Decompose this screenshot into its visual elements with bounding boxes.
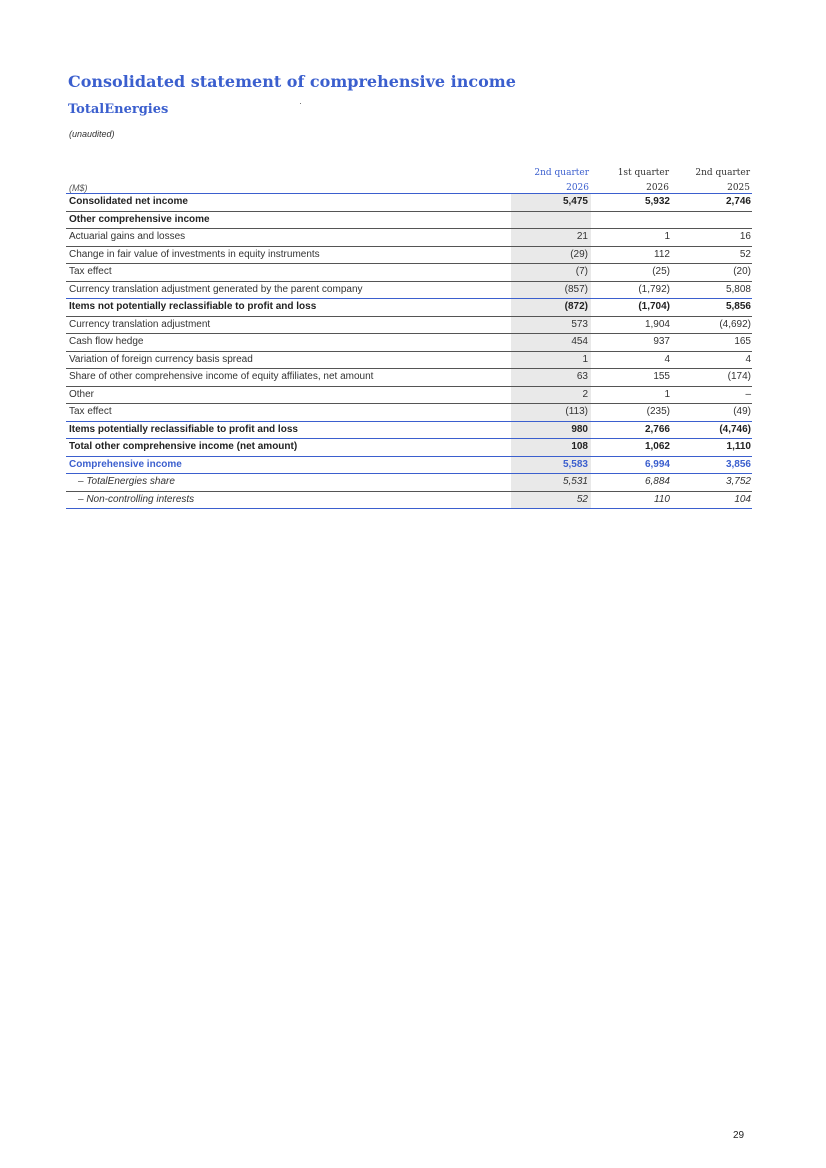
row-value-v1: 5,531	[511, 474, 591, 492]
row-value-v2: 2,766	[591, 421, 671, 439]
row-label: Consolidated net income	[66, 194, 511, 212]
row-value-v2: 1,062	[591, 439, 671, 457]
row-label: Other comprehensive income	[66, 211, 511, 229]
row-label: Comprehensive income	[66, 456, 511, 474]
row-value-v1: 573	[511, 316, 591, 334]
row-value-v2: (1,704)	[591, 299, 671, 317]
row-label: Tax effect	[66, 264, 511, 282]
row-value-v1: 5,475	[511, 194, 591, 212]
column-header-row-1	[66, 163, 752, 178]
income-table	[66, 163, 752, 509]
row-value-v2	[591, 211, 671, 229]
col-header-q2-2026-year: 2026	[511, 178, 591, 194]
row-value-v1	[511, 211, 591, 229]
row-value-v3: 3,856	[671, 456, 752, 474]
table-row	[66, 439, 752, 457]
statement-title: Consolidated statement of comprehensive income	[68, 72, 516, 91]
row-value-v1: (857)	[511, 281, 591, 299]
row-value-v2: 112	[591, 246, 671, 264]
table-row	[66, 334, 752, 352]
row-value-v2: 6,884	[591, 474, 671, 492]
row-value-v1: 52	[511, 491, 591, 509]
row-label: Change in fair value of investments in equity instruments	[66, 246, 511, 264]
row-value-v3: (174)	[671, 369, 752, 387]
row-value-v3: 52	[671, 246, 752, 264]
row-label: Items not potentially reclassifiable to profit and loss	[66, 299, 511, 317]
row-value-v1: (29)	[511, 246, 591, 264]
row-value-v3: (4,746)	[671, 421, 752, 439]
row-value-v3: 1,110	[671, 439, 752, 457]
row-label: Cash flow hedge	[66, 334, 511, 352]
table-row	[66, 194, 752, 212]
row-label: – Non-controlling interests	[66, 491, 511, 509]
row-value-v2: 937	[591, 334, 671, 352]
row-value-v1: 5,583	[511, 456, 591, 474]
row-value-v1: (113)	[511, 404, 591, 422]
col-header-q2-2025-year: 2025	[671, 178, 752, 194]
col-header-q2-2026-period: 2nd quarter	[511, 163, 591, 178]
table-row	[66, 474, 752, 492]
row-label: Currency translation adjustment	[66, 316, 511, 334]
row-value-v1: (872)	[511, 299, 591, 317]
page-number: 29	[733, 1130, 745, 1141]
row-value-v1: 21	[511, 229, 591, 247]
row-value-v3	[671, 211, 752, 229]
table-row	[66, 281, 752, 299]
row-label: Share of other comprehensive income of equity affiliates, net amount	[66, 369, 511, 387]
row-label: Tax effect	[66, 404, 511, 422]
col-header-q1-2026-period: 1st quarter	[617, 168, 669, 178]
table-row	[66, 316, 752, 334]
table-row	[66, 264, 752, 282]
row-value-v2: (25)	[591, 264, 671, 282]
row-value-v3: (4,692)	[671, 316, 752, 334]
row-label: Actuarial gains and losses	[66, 229, 511, 247]
row-label: Variation of foreign currency basis spread	[66, 351, 511, 369]
row-value-v3: 2,746	[671, 194, 752, 212]
table-row	[66, 386, 752, 404]
row-label: Items potentially reclassifiable to profit and loss	[66, 421, 511, 439]
row-value-v1: 108	[511, 439, 591, 457]
row-value-v3: (49)	[671, 404, 752, 422]
row-label: Total other comprehensive income (net amount)	[66, 439, 511, 457]
row-value-v1: 454	[511, 334, 591, 352]
row-value-v2: 1,904	[591, 316, 671, 334]
row-value-v2: 1	[591, 386, 671, 404]
table-row	[66, 369, 752, 387]
stray-dot	[300, 103, 301, 104]
row-value-v2: 4	[591, 351, 671, 369]
table-row	[66, 246, 752, 264]
table-row	[66, 229, 752, 247]
col-header-q2-2025-period: 2nd quarter	[695, 168, 750, 178]
column-header-row-2	[66, 178, 752, 194]
row-value-v2: 155	[591, 369, 671, 387]
table-row	[66, 456, 752, 474]
table-row	[66, 404, 752, 422]
row-value-v2: (235)	[591, 404, 671, 422]
unaudited-note: (unaudited)	[69, 129, 115, 139]
row-value-v3: 3,752	[671, 474, 752, 492]
unit-label: (M$)	[66, 178, 511, 194]
row-value-v1: 980	[511, 421, 591, 439]
table-row	[66, 491, 752, 509]
row-value-v1: 2	[511, 386, 591, 404]
row-value-v3: 5,856	[671, 299, 752, 317]
row-value-v2: 5,932	[591, 194, 671, 212]
row-value-v3: 104	[671, 491, 752, 509]
row-value-v3: 5,808	[671, 281, 752, 299]
row-value-v3: –	[671, 386, 752, 404]
row-value-v3: (20)	[671, 264, 752, 282]
row-value-v3: 4	[671, 351, 752, 369]
table-row	[66, 351, 752, 369]
col-header-q1-2026-year: 2026	[591, 178, 671, 194]
row-value-v1: 1	[511, 351, 591, 369]
row-value-v1: 63	[511, 369, 591, 387]
row-label: Currency translation adjustment generated by the parent company	[66, 281, 511, 299]
row-value-v2: 1	[591, 229, 671, 247]
header-spacer	[66, 163, 511, 178]
company-name: TotalEnergies	[68, 102, 169, 117]
row-value-v1: (7)	[511, 264, 591, 282]
row-label: – TotalEnergies share	[66, 474, 511, 492]
table-row	[66, 211, 752, 229]
row-label: Other	[66, 386, 511, 404]
row-value-v3: 16	[671, 229, 752, 247]
table-row	[66, 299, 752, 317]
row-value-v2: (1,792)	[591, 281, 671, 299]
table-row	[66, 421, 752, 439]
table-body	[66, 194, 752, 509]
row-value-v3: 165	[671, 334, 752, 352]
row-value-v2: 110	[591, 491, 671, 509]
row-value-v2: 6,994	[591, 456, 671, 474]
